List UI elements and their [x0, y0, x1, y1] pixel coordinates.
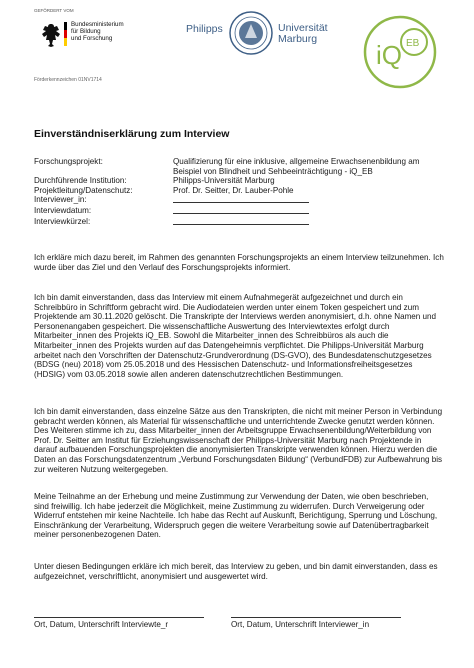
recording-paragraph: Ich bin damit einverstanden, dass das Interview mit einem Aufnahmegerät aufgezeichnet und durch ein Schreibbüro in Schriftform gebracht wird. Die Audiodateien werden unter einem Token gespeichert und zum Projektende am 30.11.2020 gelöscht. Die Transkripte der Interviews werden anonymisiert, d.h. ohne Namen und Personenangaben gespeichert. Die wissenschaftliche Auswertung des Interviewtextes erfolgt durch Mitarbeiter_innen des Projekts iQ_EB. Sowohl die Mitarbeiter_innen des Schreibbüros als auch die Mitarbeiter_innen des Projekts wurden auf das Datengeheimnis verpflichtet. Die Philipps-Universität Marburg arbeitet nach den Vorschriften der Datenschutz-Grundverordnung (DS-GVO), des Bundesdatenschutzgesetzes (BDSG (neu) 2018) vom 25.05.2018 und des Hessischen Datenschutz- und Informationsfreiheitsgesetzes (HDSIG) vom 03.05.2018 sowie allen anderen datenschutzrechtlichen Bestimmungen. [34, 293, 437, 379]
field-value: Prof. Dr. Seitter, Dr. Lauber-Pohle [173, 185, 294, 195]
university-name-right [278, 23, 328, 45]
field-label: Forschungsprojekt: [34, 157, 103, 166]
ministry-line-2: für Bildung [71, 28, 101, 36]
field-row-project [34, 157, 444, 176]
rights-paragraph: Meine Teilnahme an der Erhebung und meine Zustimmung zur Verwendung der Daten, wie oben beschrieben, sind freiwillig. Ich habe jederzeit die Möglichkeit, meine Zustimmung zu widerrufen. Durch Verweigerung oder Widerruf entstehen mir keine Nachteile. Ich habe das Recht auf Auskunft, Berichtigung, Sperrung und Löschung, Einschränkung der Verarbeitung, Widerspruch gegen die weitere Verarbeitung sowie auf Datenübertragbarkeit meiner personenbezogenen Daten. [34, 492, 438, 540]
field-row-date [34, 206, 444, 217]
iqeb-logo-text: iQ [376, 40, 402, 70]
field-row-code [34, 217, 444, 228]
iqeb-logo-subtext: EB [406, 38, 420, 49]
interview-code-fill-line[interactable] [173, 217, 309, 225]
field-label: Durchführende Institution: [34, 176, 127, 186]
interviewee-signature-label: Ort, Datum, Unterschrift Interviewte_r [34, 620, 169, 629]
sponsor-label: GEFÖRDERT VOM [34, 8, 74, 13]
city-word: Marburg [278, 33, 318, 45]
university-seal-icon [228, 10, 274, 56]
field-row-interviewer [34, 195, 444, 206]
usage-paragraph: Ich bin damit einverstanden, dass einzelne Sätze aus den Transkripten, die nicht mit meiner Person in Verbindung gebracht werden können, als Material für wissenschaftliche und unterrichtende Zwecke genutzt werden können. Des Weiteren stimme ich zu, dass Mitarbeiter_innen der Arbeitsgruppe Erwachsenenbildung/Weiterbildung von Prof. Dr. Seitter am Institut für Erziehungswissenschaft der Philipps-Universität Marburg nach Projektende in darauf aufbauenden Forschungsprojekten die anonymisierten Transkripte verwenden können. Hierzu werden die Daten an das Forschungsdatenzentrum „Verbund Forschungsdaten Bildung“ (VerbundFDB) zur Aufbewahrung bis zur weiteren Nutzung weitergegeben. [34, 407, 443, 474]
marburg-university-logo [186, 10, 336, 70]
field-row-institution [34, 176, 444, 186]
document-title: Einverständniserklärung zum Interview [34, 128, 230, 140]
consent-paragraph: Ich erkläre mich dazu bereit, im Rahmen des genannten Forschungsprojekts an einem Interview teilzunehmen. Ich wurde über das Ziel und den Verlauf des Forschungsprojekts informiert. [34, 253, 444, 272]
field-label: Projektleitung/Datenschutz: [34, 185, 133, 195]
iqeb-logo [362, 14, 438, 90]
field-value: Qualifizierung für eine inklusive, allgemeine Erwachsenenbildung am Beispiel von Blindheit und Sehbeeinträchtigung - iQ_EB [173, 157, 420, 176]
bmbf-logo [34, 8, 154, 83]
ministry-line-3: und Forschung [71, 35, 113, 43]
university-word: Universität [278, 22, 328, 34]
interviewer-signature-label: Ort, Datum, Unterschrift Interviewer_in [231, 620, 370, 629]
field-label: Interviewdatum: [34, 205, 92, 215]
federal-eagle-icon [40, 22, 62, 48]
german-flag-bar [64, 22, 67, 46]
ministry-line-1: Bundesministerium [71, 21, 124, 28]
field-row-lead [34, 186, 444, 196]
ministry-name [71, 21, 124, 43]
university-name-left: Philipps [186, 23, 223, 35]
project-metadata [34, 157, 444, 227]
agreement-paragraph: Unter diesen Bedingungen erkläre ich mich bereit, das Interview zu geben, und bin damit einverstanden, dass es aufgezeichnet, verschriftlicht, anonymisiert und ausgewertet wird. [34, 562, 438, 581]
interviewee-signature-line[interactable] [34, 617, 204, 618]
funding-code: Förderkennzeichen 01NV1714 [34, 77, 102, 83]
field-value: Philipps-Universität Marburg [173, 176, 275, 186]
field-label: Interviewer_in: [34, 195, 87, 205]
field-label: Interviewkürzel: [34, 216, 91, 226]
interviewer-signature-line[interactable] [231, 617, 401, 618]
interview-date-fill-line[interactable] [173, 206, 309, 214]
interviewer-fill-line[interactable] [173, 195, 309, 203]
